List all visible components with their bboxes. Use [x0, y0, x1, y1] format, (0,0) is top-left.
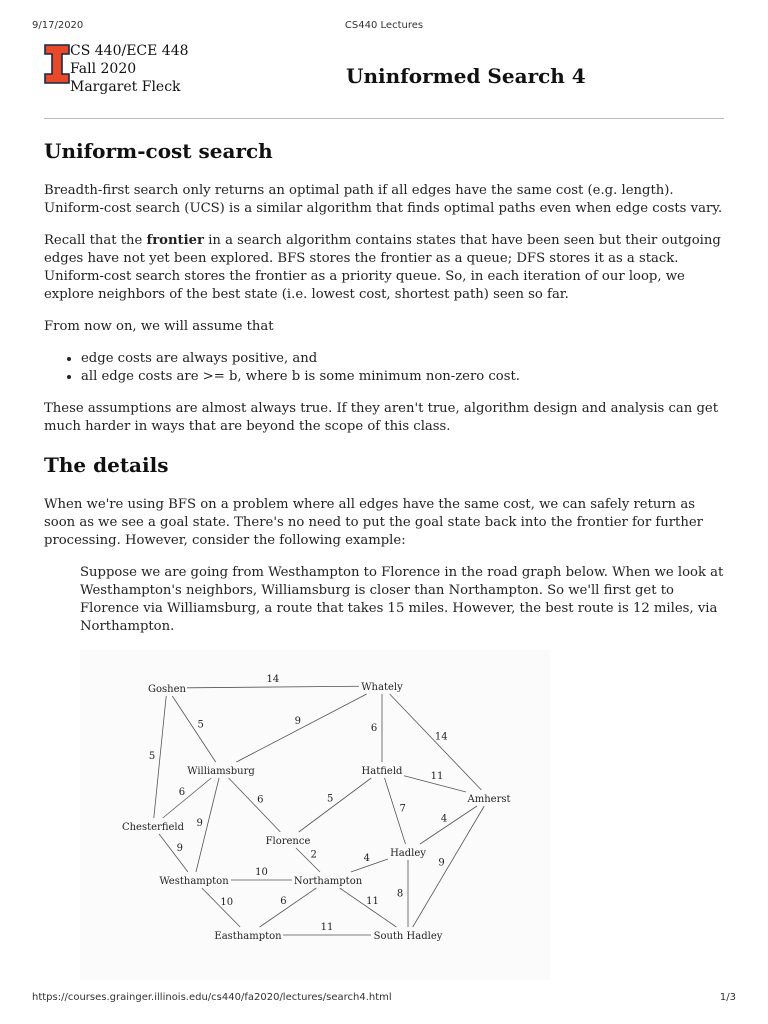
paragraph-frontier — [44, 232, 724, 304]
graph-node-amherst: Amherst — [467, 794, 511, 805]
graph-node-whately: Whately — [361, 682, 403, 693]
graph-edge-amherst-hadley — [420, 806, 477, 844]
edge-cost-label: 14 — [434, 731, 448, 743]
paragraph: These assumptions are almost always true. If they aren't true, algorithm design and analysis can get much harder in ways that are beyond the scope of this class. — [44, 401, 718, 434]
print-title: CS440 Lectures — [344, 20, 424, 31]
course-line: Margaret Fleck — [70, 79, 181, 95]
edge-cost-label: 2 — [310, 849, 317, 861]
paragraph: When we're using BFS on a problem where all edges have the same cost, we can safely return as soon as we see a goal state. There's no need to put the goal state back into the frontier for further processing. However, consider the following example: — [44, 497, 703, 548]
text-run: in a search algorithm contains states that have been seen but their outgoing edges have not yet been explored. BFS stores the frontier as a queue; DFS stores it as a stack. Uniform-cost search stores the frontier as a priority queue. So, in each iteration of our loop, we explore neighbors of the best state (i.e. lowest cost, shortest path) seen so far. — [44, 233, 721, 302]
graph-edge-williamsburg-florence — [229, 778, 281, 832]
illinois-logo — [44, 44, 70, 84]
text-run: Recall that the — [44, 233, 147, 248]
edge-cost-label: 5 — [327, 793, 334, 805]
edge-cost-label: 9 — [438, 857, 445, 869]
graph-edge-amherst-south_hadley — [413, 806, 485, 927]
paragraph: From now on, we will assume that — [44, 319, 274, 334]
section-heading-details: The details — [44, 453, 169, 477]
list-item: • all edge costs are >= b, where b is some minimum non-zero cost. — [81, 368, 724, 386]
graph-node-hatfield: Hatfield — [361, 766, 403, 777]
road-graph-svg — [80, 650, 550, 980]
edge-cost-label: 4 — [440, 813, 448, 825]
page-title: Uninformed Search 4 — [346, 64, 586, 88]
edge-cost-label: 11 — [366, 895, 379, 907]
print-footer — [32, 992, 736, 1006]
graph-edge-hatfield-florence — [299, 778, 372, 832]
edge-cost-label: 6 — [280, 895, 287, 907]
graph-edge-goshen-williamsburg — [172, 696, 215, 762]
assumption-list — [44, 350, 724, 386]
edge-cost-label: 6 — [370, 723, 378, 734]
graph-edge-chesterfield-westhampton — [159, 834, 188, 872]
example-quote: Suppose we are going from Westhampton to Florence in the road graph below. When we look at Westhampton's neighbors, Williamsburg is closer than Northampton. So we'll first get to Florence via Williamsburg, a route that takes 15 miles. However, the best route is 12 miles, via Northampton. — [80, 565, 724, 634]
paragraph: Breadth-first search only returns an optimal path if all edges have the same cost (e.g. length). Uniform-cost search (UCS) is a similar algorithm that finds optimal paths even when edge costs vary. — [44, 183, 723, 216]
edge-cost-label: 7 — [399, 803, 406, 815]
graph-edge-northampton-south_hadley — [340, 888, 397, 927]
print-url: https://courses.grainger.illinois.edu/cs440/fa2020/lectures/search4.html — [32, 992, 392, 1003]
header-divider — [44, 118, 724, 119]
graph-node-florence: Florence — [265, 836, 311, 847]
edge-cost-label: 5 — [197, 719, 204, 731]
edge-cost-label: 9 — [176, 843, 184, 855]
edge-cost-label: 9 — [294, 715, 301, 727]
graph-node-goshen: Goshen — [148, 684, 186, 695]
graph-node-westhampton: Westhampton — [159, 876, 229, 887]
graph-edge-williamsburg-chesterfield — [163, 778, 212, 818]
graph-node-northampton: Northampton — [293, 876, 363, 887]
graph-node-easthampton: Easthampton — [214, 931, 282, 942]
edge-cost-label: 6 — [257, 794, 264, 806]
road-graph — [80, 650, 550, 980]
print-date: 9/17/2020 — [32, 20, 84, 31]
masthead — [44, 42, 724, 118]
edge-cost-label: 10 — [255, 867, 268, 878]
edge-cost-label: 8 — [396, 888, 404, 900]
graph-edge-goshen-chesterfield — [154, 696, 166, 818]
edge-cost-label: 11 — [430, 771, 444, 783]
term-frontier: frontier — [146, 233, 204, 248]
edge-cost-label: 9 — [196, 818, 203, 830]
print-page-number: 1/3 — [719, 992, 736, 1003]
masthead-area — [44, 42, 724, 118]
course-info — [70, 42, 189, 96]
course-line: Fall 2020 — [70, 61, 137, 77]
graph-edge-goshen-whately — [187, 686, 359, 688]
edge-cost-label: 6 — [178, 786, 186, 798]
graph-node-chesterfield: Chesterfield — [121, 822, 185, 833]
print-header — [32, 20, 736, 34]
graph-edge-northampton-easthampton — [260, 888, 317, 927]
graph-node-south_hadley: South Hadley — [373, 931, 443, 942]
graph-node-williamsburg: Williamsburg — [187, 766, 255, 777]
lecture-body — [44, 136, 724, 980]
list-item: • edge costs are always positive, and — [81, 350, 724, 368]
edge-cost-label: 14 — [266, 674, 280, 686]
edge-cost-label: 4 — [363, 852, 370, 864]
edge-cost-label: 11 — [320, 922, 334, 933]
graph-node-hadley: Hadley — [390, 848, 426, 859]
edge-cost-label: 10 — [220, 896, 234, 908]
section-heading-ucs: Uniform-cost search — [44, 139, 273, 163]
course-line: CS 440/ECE 448 — [70, 43, 189, 59]
edge-cost-label: 5 — [148, 751, 156, 763]
graph-edge-whately-williamsburg — [236, 694, 366, 762]
